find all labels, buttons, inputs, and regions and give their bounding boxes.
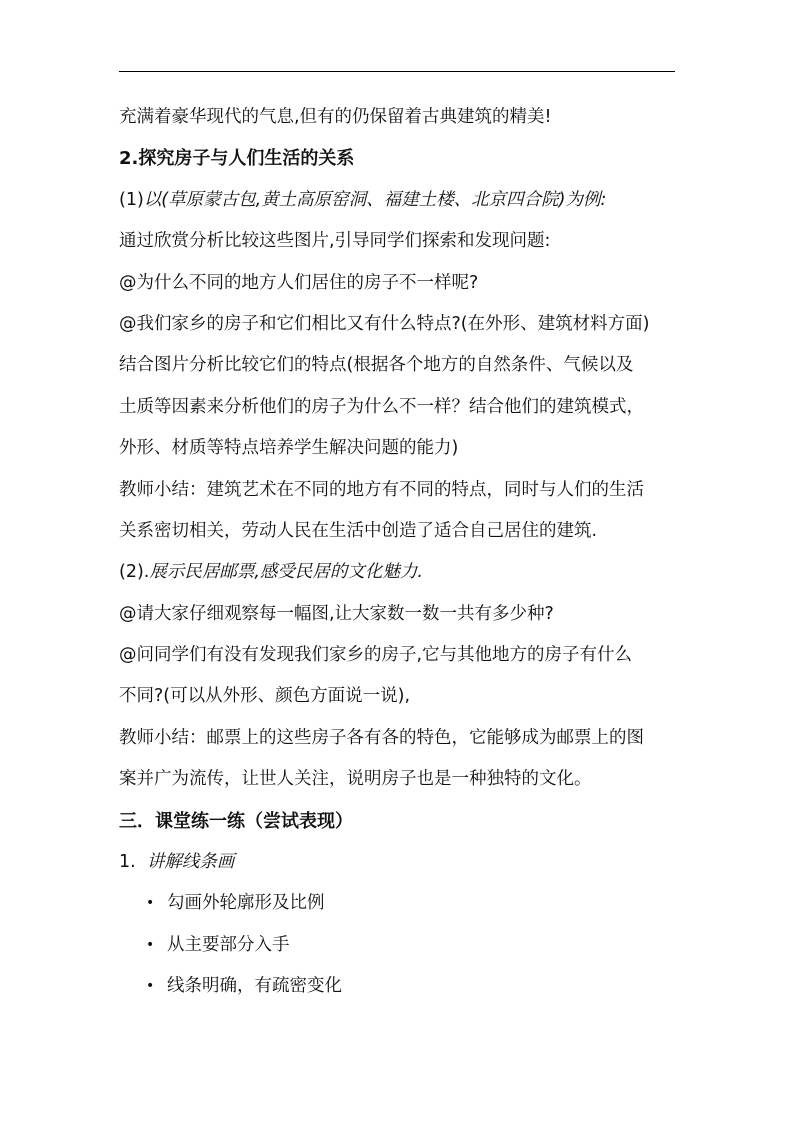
subsection-title: 以(草原蒙古包,黄土高原窑洞、福建土楼、北京四合院)为例: bbox=[143, 189, 607, 210]
bullet-icon: • bbox=[146, 936, 155, 953]
question-line: @为什么不同的地方人们居住的房子不一样呢? bbox=[119, 272, 479, 293]
section-heading: 三．课堂练一练（尝试表现） bbox=[119, 810, 353, 832]
bullet-text: 线条明确，有疏密变化 bbox=[167, 976, 342, 997]
bullet-text: 勾画外轮廓形及比例 bbox=[167, 893, 325, 914]
summary-line: 教师小结：建筑艺术在不同的地方有不同的特点，同时与人们的生活 bbox=[119, 479, 644, 500]
question-line: @我们家乡的房子和它们相比又有什么特点?(在外形、建筑材料方面) bbox=[119, 313, 650, 334]
bullet-item bbox=[119, 925, 675, 966]
bullet-text: 从主要部分入手 bbox=[167, 934, 290, 955]
summary-line: 关系密切相关，劳动人民在生活中创造了适合自己居住的建筑. bbox=[119, 520, 598, 541]
paragraph-line: 充满着豪华现代的气息,但有的仍保留着古典建筑的精美! bbox=[119, 107, 552, 127]
paragraph-line: 外形、材质等特点培养学生解决问题的能力) bbox=[119, 438, 459, 459]
item-title: 讲解线条画 bbox=[146, 852, 235, 873]
question-line: @请大家仔细观察每一幅图,让大家数一数一共有多少种? bbox=[119, 603, 554, 624]
question-line: @问同学们有没有发现我们家乡的房子,它与其他地方的房子有什么 bbox=[119, 645, 633, 666]
paragraph-line: 土质等因素来分析他们的房子为什么不一样？结合他们的建筑模式， bbox=[119, 396, 644, 417]
paragraph-line: 通过欣赏分析比较这些图片,引导同学们探索和发现问题: bbox=[119, 231, 551, 252]
subsection-line bbox=[119, 180, 675, 221]
subsection-line bbox=[119, 552, 675, 593]
question-line: 不同?(可以从外形、颜色方面说一说), bbox=[119, 686, 411, 707]
summary-line: 案并广为流传，让世人关注，说明房子也是一种独特的文化。 bbox=[119, 769, 592, 790]
section-heading: 2.探究房子与人们生活的关系 bbox=[119, 148, 355, 170]
bullet-icon: • bbox=[146, 895, 155, 912]
subsection-number: (2). bbox=[119, 562, 150, 583]
bullet-item bbox=[119, 883, 675, 924]
document-body bbox=[119, 97, 675, 1008]
subsection-title: 展示民居邮票,感受民居的文化魅力. bbox=[149, 562, 423, 583]
paragraph-line: 结合图片分析比较它们的特点(根据各个地方的自然条件、气候以及 bbox=[119, 355, 634, 376]
subsection-number: (1) bbox=[119, 189, 144, 210]
header-rule bbox=[119, 71, 675, 72]
bullet-icon: • bbox=[146, 978, 155, 995]
bullet-item bbox=[119, 966, 675, 1007]
numbered-item bbox=[119, 842, 675, 883]
summary-line: 教师小结：邮票上的这些房子各有各的特色，它能够成为邮票上的图 bbox=[119, 727, 644, 748]
item-number: 1. bbox=[119, 852, 147, 873]
